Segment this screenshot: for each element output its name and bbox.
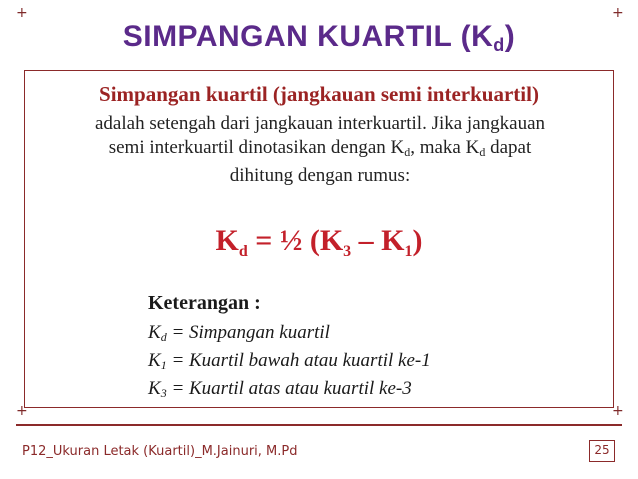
- notes-title: Keterangan :: [148, 292, 261, 314]
- corner-mark-top-left: +: [16, 5, 28, 21]
- footer-divider: [16, 424, 622, 426]
- definition-text: adalah setengah dari jangkauan interkuartil. Jika jangkauan semi interkuartil dinotasikan dengan $K_d$, maka $K_d$ dapat dihitung dengan rumus:: [94, 113, 546, 186]
- corner-mark-top-right: +: [612, 5, 624, 21]
- note-item: $K_1$ = Kuartil bawah atau kuartil ke-1: [148, 350, 431, 372]
- note-item: $K_d$ = Simpangan kuartil: [148, 322, 330, 344]
- definition-heading: Simpangan kuartil (jangkauan semi interkuartil): [99, 82, 539, 106]
- footer-text: P12_Ukuran Letak (Kuartil)_M.Jainuri, M.Pd: [22, 444, 298, 459]
- note-item: $K_3$ = Kuartil atas atau kuartil ke-3: [148, 378, 412, 400]
- corner-mark-bottom-right: +: [612, 403, 624, 419]
- formula: $K_d$ = ½ $(K_3 - K_1)$: [215, 224, 423, 260]
- slide-title: SIMPANGAN KUARTIL $(K_d)$: [122, 20, 516, 55]
- corner-mark-bottom-left: +: [16, 403, 28, 419]
- page-number-badge: 25: [589, 440, 615, 462]
- notes-block: [148, 292, 431, 405]
